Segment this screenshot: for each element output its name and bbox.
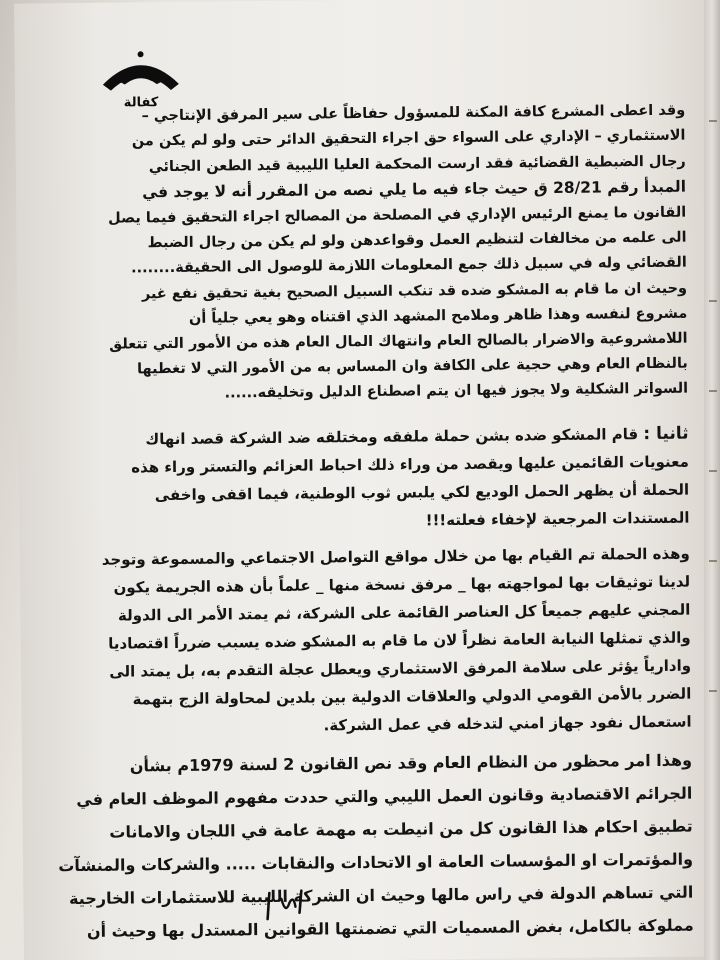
text-line: القانون ما يمنع الرئيس الإداري في المصلحة من المصالح اجراء التحقيق فيما يصل (108, 204, 687, 227)
text-line: الى علمه من مخالفات لتنظيم العمل وقواعدهن ولو لم يكن من رجال الضبط (147, 229, 687, 252)
text-line: وحيث ان ما قام به المشكو ضده قد تنكب السبيل الصحيح بغية تحقيق نفع غير (141, 280, 688, 303)
document-page (14, 0, 718, 960)
text-line-body: قام المشكو ضده بشن حملة ملفقه ومختلقه ضد الشركة قصد انهاك (145, 424, 639, 449)
text-line: وقد اعطى المشرع كافة المكنة للمسؤول حفاظاً على سير المرفق الإنتاجي – (141, 102, 686, 125)
text-line: معنويات القائمين عليها ويقصد من وراء ذلك احباط العزائم والتستر وراء هذه (131, 452, 689, 477)
text-line: الضرر بالأمن القومي الدولي والعلاقات الدولية بين بلدين لمحاولة الزج بتهمة (132, 684, 692, 709)
company-logo (98, 44, 183, 113)
edge-mark (709, 390, 717, 392)
text-line: المستندات المرجعية لإخفاء فعلته!!! (425, 508, 690, 530)
text-line: بالنظام العام وهي حجية على الكافة وان المساس به من الأمور التي لا تغطيها (136, 355, 688, 378)
text-line: والمؤتمرات او المؤسسات العامة او الاتحادات والنقابات ..... والشركات والمنشآت (58, 849, 694, 875)
text-line: مشروع لنفسه وهذا ظاهر وملامح المشهد الذي اقتناه وهو يعي جلياً أن (188, 305, 688, 327)
text-line: والذي تمثلها النيابة العامة نظراً لان ما قام به المشكو ضده يسبب ضرراً اقتصاديا (108, 628, 691, 653)
text-line: التي تساهم الدولة في راس مالها وحيث ان الشركة الليبية للاستثمارات الخارجية (68, 882, 694, 908)
paragraph-5 (52, 743, 694, 948)
edge-mark (709, 560, 717, 562)
edge-mark (709, 470, 717, 472)
logo-dot-shape (138, 51, 144, 57)
paragraph-2 (47, 276, 688, 408)
text-line: استعمال نفود جهاز امني لتدخله في عمل الشركة. (323, 712, 692, 735)
edge-mark (709, 690, 717, 692)
logo-text: كفالة (123, 95, 159, 111)
text-line: الحملة أن يظهر الحمل الوديع لكي يلبس ثوب الوطنية، فيما اقفى واخفى (154, 480, 690, 504)
edge-mark (709, 300, 717, 302)
text-line: القضائي وله في سبيل ذلك جمع المعلومات اللازمة للوصول الى الحقيقة........ (131, 254, 687, 277)
text-line: الاستثماري – الإداري على السواء حق اجراء التحقيق الدائر حتى ولو لم يكن من (131, 128, 686, 150)
binder-edge (704, 0, 720, 960)
paragraph-4 (50, 539, 692, 742)
text-line: الجرائم الاقتصادية وقانون العمل الليبي والتي حددت مفهوم الموظف العام في (76, 783, 693, 809)
document-body (45, 99, 694, 948)
edge-mark (709, 120, 717, 122)
paragraph-3 (48, 419, 689, 538)
text-line: المجني عليهم جميعاً كل العناصر القائمة على الشركة، ثم يمتد الأمر الى الدولة (117, 600, 691, 625)
text-line: تطبيق احكام هذا القانون كل من انيطت به مهمة عامة في اللجان والامانات (109, 816, 693, 842)
text-line: وهذا امر محظور من النظام العام وقد نص القانون 2 لسنة 1979م بشأن (129, 750, 693, 776)
text-line: لدينا توثيقات بها لمواجهته بها _ مرفق نسخة منها _ علماً بأن هذه الجريمة يكون (113, 572, 691, 597)
handwritten-signature (259, 885, 311, 930)
text-line: مملوكة بالكامل، بغض المسميات التي تضمنتها القوانين المستدل بها وحيث أن (86, 915, 694, 941)
text-line: اللامشروعية والاضرار بالصالح العام وانتهاك المال العام هذه من الأمور التي تتعلق (109, 330, 688, 353)
text-line: وادارياً يؤثر على سلامة المرفق الاستثماري ويعطل عجلة التقدم به، بل يمتد الى (109, 656, 692, 681)
text-line: رجال الضبطية القضائية فقد ارست المحكمة العليا الليبية قيد الطعن الجنائي (148, 153, 686, 176)
paragraph-1 (45, 99, 687, 283)
text-line: المبدأ رقم 28/21 ق حيث جاء فيه ما يلي نصه من المقرر أنه لا يوجد في (142, 177, 687, 202)
text-line: السواتر الشكلية ولا يجوز فيها ان يتم اصطناع الدليل وتخليقه...... (224, 380, 689, 402)
text-line: وهذه الحملة تم القيام بها من خلال مواقع التواصل الاجتماعي والمسموعة وتوجد (101, 544, 690, 569)
section-heading: ثانيا : (643, 423, 689, 444)
